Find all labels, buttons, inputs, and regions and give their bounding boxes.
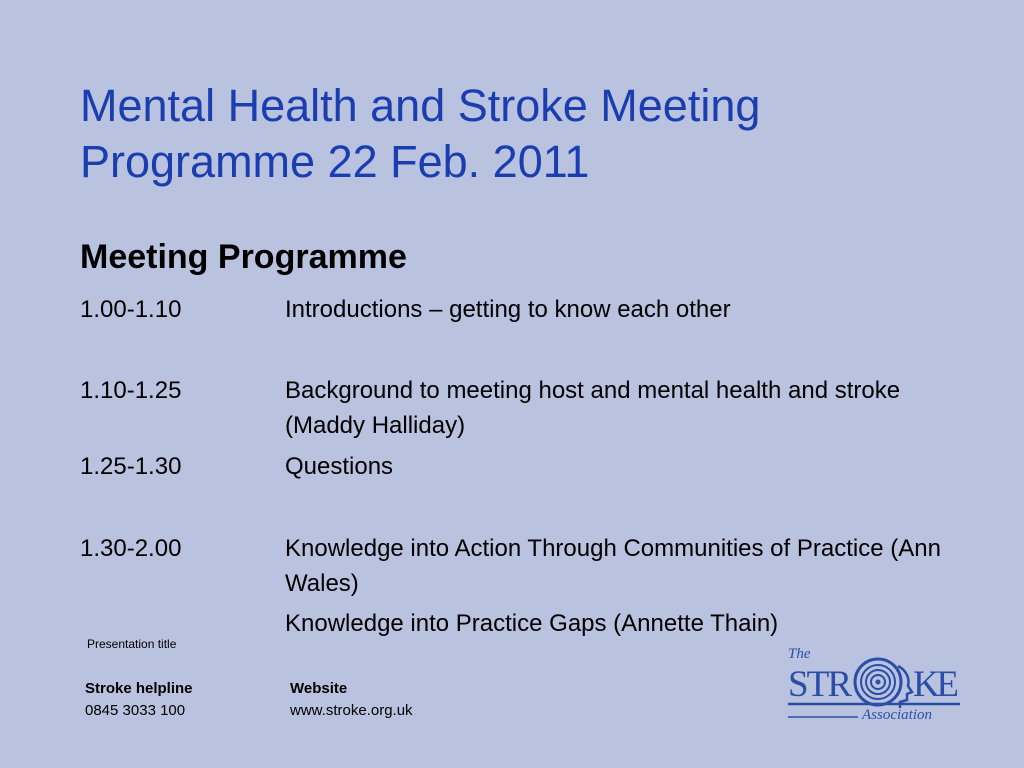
- website-url[interactable]: www.stroke.org.uk: [290, 702, 413, 719]
- programme-text: Knowledge into Action Through Communities of Practice (Ann Wales): [285, 535, 941, 597]
- programme-time: 1.25-1.30: [80, 453, 182, 480]
- presentation-title: Presentation title: [87, 637, 177, 651]
- programme-text: Questions: [285, 453, 394, 480]
- website-label: Website: [290, 680, 348, 697]
- helpline-label: Stroke helpline: [85, 680, 193, 697]
- programme-time: 1.10-1.25: [80, 377, 182, 404]
- stroke-association-logo: [786, 644, 962, 722]
- helpline-number: 0845 3033 100: [85, 702, 186, 719]
- slide-title-line-2: Programme 22 Feb. 2011: [80, 136, 590, 187]
- programme-time: 1.30-2.00: [80, 535, 182, 562]
- logo-target-icon: [855, 659, 912, 708]
- website-block: [290, 678, 413, 722]
- slide-title-line-1: Mental Health and Stroke Meeting: [80, 80, 761, 131]
- slide-title: [80, 78, 980, 190]
- logo-ke-text: KE: [913, 664, 959, 705]
- programme-text: Introductions – getting to know each other: [285, 296, 731, 323]
- section-heading: Meeting Programme: [80, 238, 407, 276]
- logo-str-text: STR: [788, 664, 852, 705]
- programme-text: Background to meeting host and mental health and stroke (Maddy Halliday): [285, 377, 901, 439]
- programme-time: 1.00-1.10: [80, 296, 182, 323]
- logo-association-text: Association: [862, 707, 932, 722]
- helpline-block: [85, 678, 193, 722]
- programme-text: Knowledge into Practice Gaps (Annette Thain): [285, 610, 779, 637]
- logo-the-text: The: [788, 646, 811, 662]
